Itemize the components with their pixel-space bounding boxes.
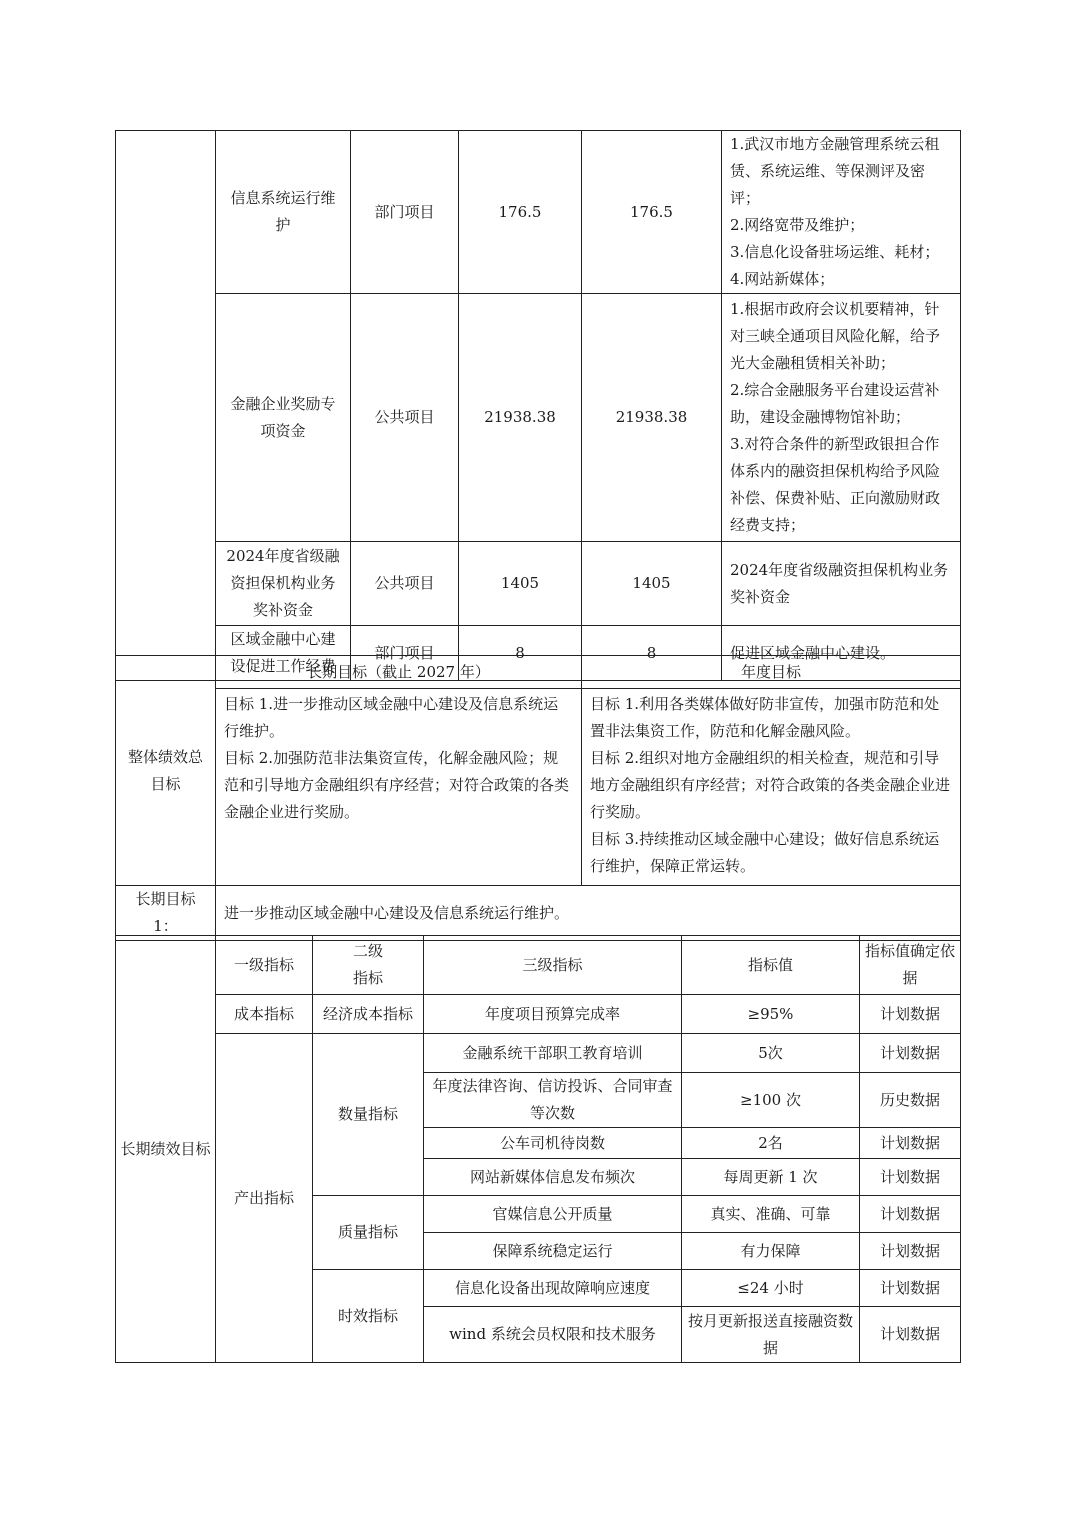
indicator-level3: 保障系统稳定运行 [424, 1233, 682, 1270]
indicator-value: 2名 [682, 1128, 860, 1159]
header-level3: 三级指标 [424, 936, 682, 995]
long-term-goals: 目标 1.进一步推动区域金融中心建设及信息系统运行维护。 目标 2.加强防范非法集资宣传，化解金融风险；规范和引导地方金融组织有序经营；对符合政策的各类金融企业进行奖励。 [216, 689, 582, 886]
cost-basis: 计划数据 [860, 995, 961, 1034]
indicator-value: 有力保障 [682, 1233, 860, 1270]
table-row [116, 886, 961, 941]
indicator-value: 真实、准确、可靠 [682, 1196, 860, 1233]
header-value: 指标值 [682, 936, 860, 995]
annual-goals: 目标 1.利用各类媒体做好防非宣传，加强市防范和处置非法集资工作，防范和化解金融风险。 目标 2.组织对地方金融组织的相关检查，规范和引导地方金融组织有序经营；对符合政策的各类金融企业进行奖励。 目标 3.持续推动区域金融中心建设；做好信息系统运行维护，保障正常运转。 [582, 689, 961, 886]
cost-level1: 成本指标 [216, 995, 313, 1034]
long-goal-1-text: 进一步推动区域金融中心建设及信息系统运行维护。 [216, 886, 961, 941]
table-row [116, 689, 961, 886]
table-row [116, 542, 961, 626]
project-amount: 8 [582, 626, 722, 681]
quality-indicator-label: 质量指标 [313, 1196, 424, 1270]
indicator-basis: 计划数据 [860, 1159, 961, 1196]
project-name: 金融企业奖励专项资金 [216, 294, 351, 542]
project-name: 信息系统运行维护 [216, 131, 351, 294]
long-term-header: 长期目标（截止 2027 年） [216, 656, 582, 689]
header-level1: 一级指标 [216, 936, 313, 995]
project-name: 区域金融中心建设促进工作经费 [216, 626, 351, 681]
indicator-value: 每周更新 1 次 [682, 1159, 860, 1196]
project-content: 2024年度省级融资担保机构业务奖补资金 [722, 542, 961, 626]
timeliness-indicator-label: 时效指标 [313, 1270, 424, 1363]
project-amount: 176.5 [582, 131, 722, 294]
indicator-basis: 历史数据 [860, 1073, 961, 1128]
project-content: 1.根据市政府会议机要精神，针对三峡全通项目风险化解，给予光大金融租赁相关补助； 2.综合金融服务平台建设运营补助，建设金融博物馆补助； 3.对符合条件的新型政银担合作体系内的融资担保机构给予风险补偿、保费补贴、正向激励财政经费支持； [722, 294, 961, 542]
project-type: 部门项目 [351, 626, 459, 681]
header-level2: 二级 指标 [313, 936, 424, 995]
project-budget: 1405 [459, 542, 582, 626]
project-amount: 1405 [582, 542, 722, 626]
indicator-level3: wind 系统会员权限和技术服务 [424, 1307, 682, 1363]
project-table [115, 130, 961, 681]
cost-value: ≥95% [682, 995, 860, 1034]
indicator-basis: 计划数据 [860, 1307, 961, 1363]
indicator-basis: 计划数据 [860, 1128, 961, 1159]
long-goal-1-label: 长期目标 1： [116, 886, 216, 941]
table-row [116, 294, 961, 542]
long-goal-1-table [115, 885, 961, 941]
project-amount: 21938.38 [582, 294, 722, 542]
indicator-level3: 信息化设备出现故障响应速度 [424, 1270, 682, 1307]
cost-level3: 年度项目预算完成率 [424, 995, 682, 1034]
project-budget: 8 [459, 626, 582, 681]
indicator-level3: 年度法律咨询、信访投诉、合同审查等次数 [424, 1073, 682, 1128]
cost-level2: 经济成本指标 [313, 995, 424, 1034]
overall-goal-table [115, 655, 961, 886]
indicator-value: ≤24 小时 [682, 1270, 860, 1307]
project-content: 促进区域金融中心建设。 [722, 626, 961, 681]
indicator-section-label: 长期绩效目标 [116, 936, 216, 1363]
indicator-basis: 计划数据 [860, 1233, 961, 1270]
table-row [116, 1034, 961, 1073]
indicator-basis: 计划数据 [860, 1196, 961, 1233]
project-type: 公共项目 [351, 294, 459, 542]
project-content: 1.武汉市地方金融管理系统云租赁、系统运维、等保测评及密评； 2.网络宽带及维护； 3.信息化设备驻场运维、耗材； 4.网站新媒体； [722, 131, 961, 294]
indicator-value: 5次 [682, 1034, 860, 1073]
table-row [116, 656, 961, 689]
output-indicator-label: 产出指标 [216, 1034, 313, 1363]
project-budget: 21938.38 [459, 294, 582, 542]
table-row [116, 936, 961, 995]
blank-cell [116, 131, 216, 681]
indicator-table [115, 935, 961, 1363]
annual-header: 年度目标 [582, 656, 961, 689]
project-type: 部门项目 [351, 131, 459, 294]
indicator-basis: 计划数据 [860, 1270, 961, 1307]
table-row [116, 995, 961, 1034]
indicator-value: ≥100 次 [682, 1073, 860, 1128]
indicator-level3: 网站新媒体信息发布频次 [424, 1159, 682, 1196]
indicator-level3: 官媒信息公开质量 [424, 1196, 682, 1233]
indicator-level3: 公车司机待岗数 [424, 1128, 682, 1159]
project-name: 2024年度省级融资担保机构业务奖补资金 [216, 542, 351, 626]
overall-goal-label: 整体绩效总目标 [116, 656, 216, 886]
project-type: 公共项目 [351, 542, 459, 626]
quantity-indicator-label: 数量指标 [313, 1034, 424, 1196]
indicator-basis: 计划数据 [860, 1034, 961, 1073]
table-row [116, 131, 961, 294]
header-basis: 指标值确定依据 [860, 936, 961, 995]
indicator-value: 按月更新报送直接融资数据 [682, 1307, 860, 1363]
project-budget: 176.5 [459, 131, 582, 294]
indicator-level3: 金融系统干部职工教育培训 [424, 1034, 682, 1073]
